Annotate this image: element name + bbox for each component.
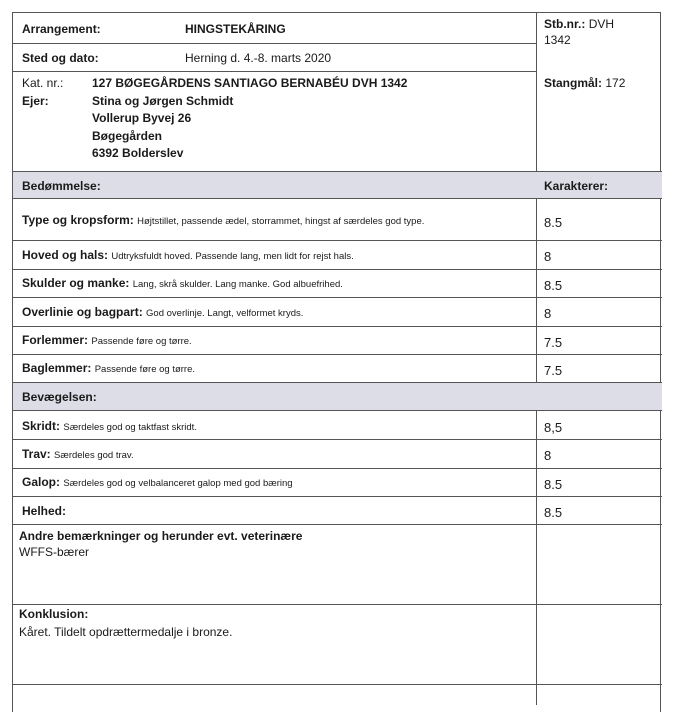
arrangement-label: Arrangement:: [22, 22, 101, 36]
row-comment: Passende føre og tørre.: [91, 336, 192, 347]
grade: 8: [544, 306, 552, 321]
row-label: Hoved og hals:: [22, 248, 109, 262]
row-label: Baglemmer:: [22, 361, 92, 375]
divider: [13, 269, 662, 270]
row-label: Type og kropsform:: [22, 213, 134, 227]
stbnr-label: Stb.nr.:: [544, 17, 586, 31]
eval-row-overlinie: [22, 305, 303, 319]
katnr-labels: [22, 75, 63, 110]
move-row-galop: [22, 475, 293, 489]
row-comment: God overlinje. Langt, velformet kryds.: [146, 308, 304, 319]
divider: [13, 198, 662, 199]
eval-row-type: [22, 213, 424, 227]
stbnr-block: [544, 16, 614, 48]
grade: 8: [544, 448, 552, 463]
row-comment: Særdeles god trav.: [54, 450, 134, 461]
bevaegelsen-header: Bevægelsen:: [22, 390, 97, 404]
owner-line: 6392 Bolderslev: [92, 146, 184, 160]
eval-row-forlemmer: [22, 333, 192, 347]
row-comment: Særdeles god og taktfast skridt.: [63, 422, 197, 433]
owner-line: Bøgegården: [92, 128, 163, 143]
sted-label: Sted og dato:: [22, 51, 99, 65]
grade: 8.5: [544, 278, 563, 293]
divider: [13, 524, 662, 525]
divider: [13, 71, 536, 72]
row-comment: Udtryksfuldt hoved. Passende lang, men lidt for rejst hals.: [111, 251, 354, 262]
divider: [13, 468, 662, 469]
column-divider: [536, 13, 537, 705]
katnr-label: Kat. nr.:: [22, 76, 64, 90]
divider: [13, 604, 662, 605]
stbnr-value-2: 1342: [544, 33, 571, 47]
row-comment: Særdeles god og velbalanceret galop med god bæring: [63, 478, 293, 489]
divider: [13, 354, 662, 355]
grade: 8.5: [544, 477, 563, 492]
conclusion-label: Konklusion:: [19, 607, 89, 621]
row-label: Overlinie og bagpart:: [22, 305, 143, 319]
horse-details: [92, 75, 407, 163]
eval-row-skulder: [22, 276, 343, 290]
row-label: Galop:: [22, 475, 60, 489]
divider: [13, 326, 662, 327]
divider: [13, 297, 662, 298]
grade: 8: [544, 249, 552, 264]
conclusion-text: Kåret. Tildelt opdrættermedalje i bronze.: [19, 625, 233, 639]
ejer-label: Ejer:: [22, 93, 49, 108]
move-row-helhed: [22, 504, 66, 518]
owner-line: Vollerup Byvej 26: [92, 111, 192, 125]
section-shading: [13, 383, 662, 410]
divider: [13, 240, 662, 241]
grade: 7.5: [544, 335, 563, 350]
sted-value: Herning d. 4.-8. marts 2020: [185, 51, 332, 65]
remarks-label: Andre bemærkninger og herunder evt. veterinære: [19, 529, 303, 543]
stbnr-value: DVH: [588, 17, 615, 31]
move-row-trav: [22, 447, 134, 461]
move-row-skridt: [22, 419, 197, 433]
owner-line: Stina og Jørgen Schmidt: [92, 93, 234, 108]
row-label: Skridt:: [22, 419, 61, 433]
bedommelse-header: Bedømmelse:: [22, 179, 101, 193]
grade: 8,5: [544, 420, 563, 435]
row-label: Trav:: [22, 447, 51, 461]
katnr-value: 127 BØGEGÅRDENS SANTIAGO BERNABÉU DVH 1342: [92, 76, 408, 90]
remarks-text: WFFS-bærer: [19, 545, 89, 559]
karakterer-header: Karakterer:: [544, 179, 609, 193]
row-label: Skulder og manke:: [22, 276, 130, 290]
grade: 7.5: [544, 363, 563, 378]
grade: 8.5: [544, 215, 563, 230]
eval-row-hoved: [22, 248, 354, 262]
divider: [13, 439, 662, 440]
eval-row-baglemmer: [22, 361, 195, 375]
row-label: Forlemmer:: [22, 333, 89, 347]
stangmal: [544, 76, 625, 90]
evaluation-sheet: [12, 12, 661, 712]
row-comment: Lang, skrå skulder. Lang manke. God albuefrihed.: [132, 279, 343, 290]
stangmal-label: Stangmål:: [544, 76, 603, 90]
row-label: Helhed:: [22, 504, 67, 518]
divider: [13, 684, 662, 685]
row-comment: Højtstillet, passende ædel, storrammet, hingst af særdeles god type.: [137, 216, 425, 227]
divider: [13, 496, 662, 497]
arrangement-value: HINGSTEKÅRING: [185, 22, 286, 36]
divider: [13, 410, 662, 411]
divider: [13, 43, 536, 44]
row-comment: Passende føre og tørre.: [94, 364, 196, 375]
stangmal-value: 172: [605, 76, 626, 90]
grade: 8.5: [544, 505, 563, 520]
